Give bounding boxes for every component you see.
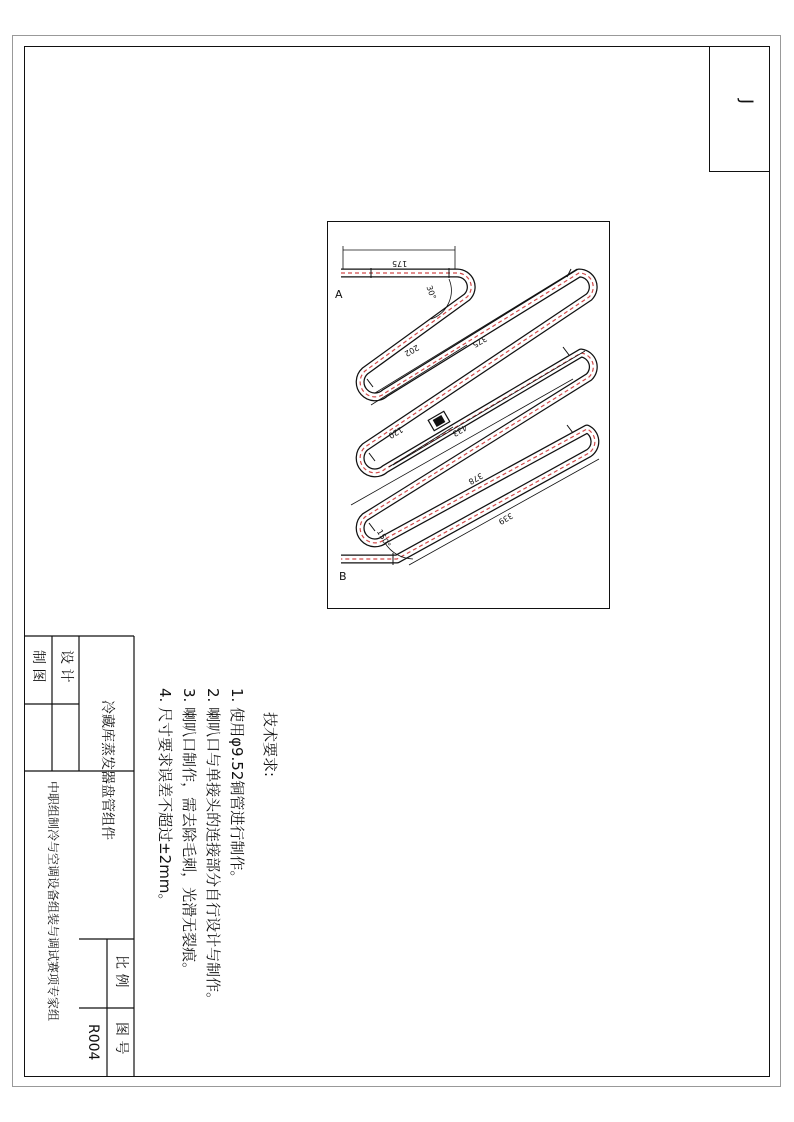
design-label: 设 计	[58, 650, 74, 683]
dim-label: 175	[392, 259, 408, 268]
requirements-title: 技术要求:	[261, 712, 279, 778]
dim-label: 375	[470, 333, 489, 350]
requirement-item: 2. 喇叭口与单接头的连接部分自行设计与制作。	[204, 688, 222, 1008]
endpoint-a-label: A	[335, 288, 343, 301]
dim-label: 30°	[424, 284, 438, 301]
dim-label: 433	[450, 422, 469, 439]
part-name: 冷藏库蒸发器盘管组件	[99, 700, 115, 840]
drawing-no-label: 图 号	[113, 1022, 129, 1055]
requirement-item: 4. 尺寸要求误差不超过±2mm。	[156, 688, 174, 909]
drawing-number: R004	[85, 1024, 101, 1061]
scale-label: 比 例	[113, 955, 129, 988]
dim-label: 378	[466, 470, 485, 487]
requirement-item: 3. 喇叭口制作，需去除毛刺，光滑无裂痕。	[180, 688, 198, 978]
dim-label: 150°	[374, 527, 393, 550]
dim-label: 120	[386, 424, 405, 441]
endpoint-b-label: B	[339, 570, 347, 583]
requirement-item: 1. 使用φ9.52铜管进行制作。	[228, 688, 246, 886]
corner-label: J	[736, 99, 756, 105]
dim-label: 339	[496, 510, 515, 527]
organization: 中职组制冷与空调设备组装与调试赛项专家组	[46, 781, 60, 1022]
dim-label: 202	[402, 342, 421, 359]
draw-label: 制 图	[30, 650, 46, 683]
